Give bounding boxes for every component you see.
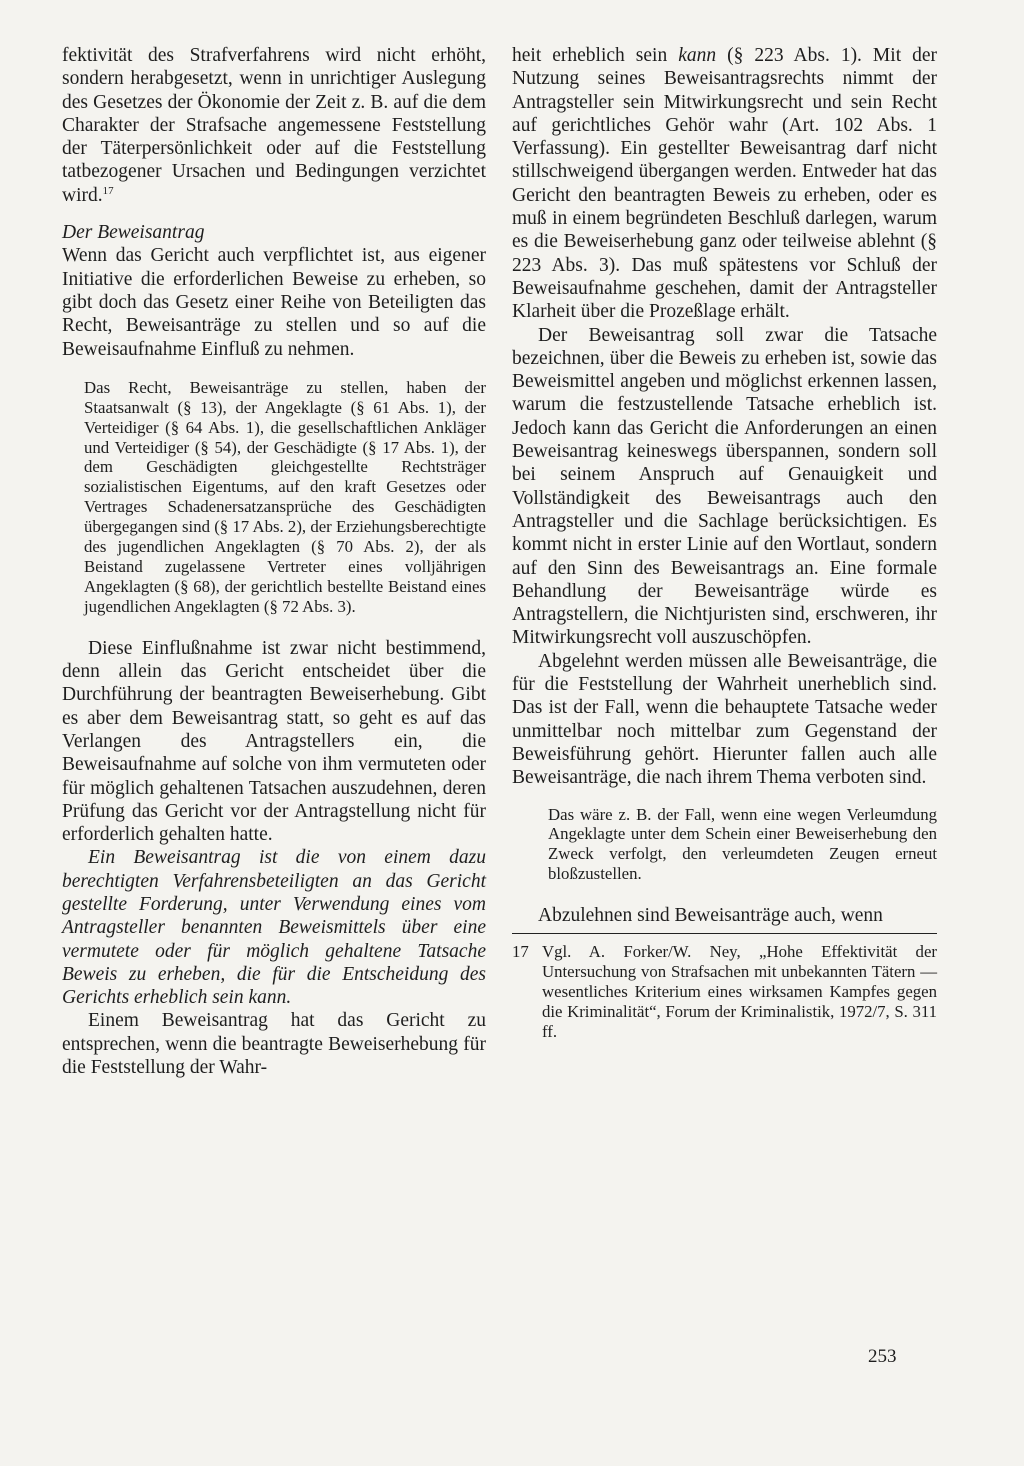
footnote-number: 17 [512, 942, 529, 962]
left-column [62, 44, 486, 1079]
paragraph-continuation [62, 44, 486, 207]
page-number: 253 [868, 1346, 897, 1367]
paragraph-text: heit erheblich sein [512, 45, 668, 66]
paragraph-rejection: Abgelehnt werden müssen alle Beweisanträge, die für die Feststellung der Wahrheit unerheblich sind. Das ist der Fall, wenn die behauptete Tatsache weder unmittelbar noch mittelbar zum Gegenstand der Beweisführung gehört. Hierunter fallen auch alle Beweisanträge, die nach ihrem Thema verboten sind. [512, 650, 937, 789]
paragraph-text: fektivität des Strafverfahrens wird nicht erhöht, sondern herabgesetzt, wenn in unrichtiger Auslegung des Gesetzes der Ökonomie der Zeit z. B. auf die dem Charakter der Strafsache angemessene Feststellung der Täterpersönlichkeit oder auf die Feststellung tatbezogener Ursachen und Bedingungen verzichtet wird. [62, 45, 486, 206]
small-print-paragraph: Das Recht, Beweisanträge zu stellen, haben der Staatsanwalt (§ 13), der Angeklagte (§ 61 Abs. 1), der Verteidiger (§ 64 Abs. 1), die gesellschaftlichen Ankläger und Verteidiger (§ 54), der Geschädigte (§ 17 Abs. 1), der dem Geschädigten gleichgestellte Rechtsträger sozialistischen Eigentums, auf den kraft Gesetzes oder Vertrages Schadenersatzansprüche des Geschädigten übergegangen sind (§ 17 Abs. 2), der Erziehungsberechtigte des jugendlichen Angeklagten (§ 70 Abs. 2), der als Beistand zugelassene Vertreter eines volljährigen Angeklagten (§ 68), der gerichtlich bestellte Beistand eines jugendlichen Angeklagten (§ 72 Abs. 3). [84, 377, 486, 616]
paragraph-continuation-right [512, 44, 937, 324]
paragraph-further-rejection: Abzulehnen sind Beweisanträge auch, wenn [538, 905, 883, 927]
paragraph-intro: Wenn das Gericht auch verpflichtet ist, aus eigener Initiative die erforderlichen Beweise zu erheben, so gibt doch das Gesetz einer Reihe von Beteiligten das Recht, Beweisanträge zu stellen und so auf die Beweisaufnahme Einfluß zu nehmen. [62, 245, 486, 360]
small-print-example: Das wäre z. B. der Fall, wenn eine wegen Verleumdung Angeklagte unter dem Schein einer Beweiserhebung den Zweck verfolgt, den verleumdeten Zeugen erneut bloßzustellen. [548, 804, 937, 884]
paragraph-text: (§ 223 Abs. 1). Mit der Nutzung seines Beweisantragsrechts nimmt der Antragsteller sein Mitwirkungsrecht und sein Recht auf gerichtliches Gehör wahr (Art. 102 Abs. 1 Verfassung). Ein gestellter Beweisantrag darf nicht stillschweigend übergangen werden. Entweder hat das Gericht den beantragten Beweis zu erheben, oder es muß in einem begründeten Beschluß darlegen, warum es die Beweiserhebung ganz oder teilweise ablehnt (§ 223 Abs. 3). Das muß spätestens vor Schluß der Beweisaufnahme geschehen, damit der Antragsteller Klarheit über die Prozeßlage erhält. [512, 45, 938, 323]
footnote [512, 942, 937, 1042]
footnote-divider [512, 933, 937, 934]
emphasis-text: kann [678, 45, 717, 66]
right-column [512, 44, 937, 1042]
paragraph-obligation: Einem Beweisantrag hat das Gericht zu entsprechen, wenn die beantragte Beweiserhebung für die Feststellung der Wahr- [62, 1010, 486, 1079]
paragraph-influence: Diese Einflußnahme ist zwar nicht bestimmend, denn allein das Gericht entscheidet über die Durchführung der beantragten Beweiserhebung. Gibt es aber dem Beweisantrag statt, so geht es auf das Verlangen des Antragstellers ein, die Beweisaufnahme auf solche von ihm vermuteten oder für möglich gehaltenen Tatsachen auszudehnen, deren Prüfung das Gericht vor der Antragstellung nicht für erforderlich gehalten hatte. [62, 637, 486, 846]
footnote-text: Vgl. A. Forker/W. Ney, „Hohe Effektivität der Untersuchung von Strafsachen mit unbekannten Tätern — wesentliches Kriterium eines wirksamen Kampfes gegen die Kriminalität“, Forum der Kriminalistik, 1972/7, S. 311 ff. [542, 942, 937, 1042]
section-heading: Der Beweisantrag [62, 222, 205, 244]
footnote-reference: 17 [102, 184, 114, 197]
definition-paragraph: Ein Beweisantrag ist die von einem dazu berechtigten Verfahrensbeteiligten an das Gericht gestellte Forderung, unter Verwendung eines vom Antragsteller benannten Beweismittels über eine vermutete oder für möglich gehaltene Tatsache Beweis zu erheben, die für die Entscheidung des Gerichts erheblich sein kann. [62, 847, 486, 1009]
paragraph-requirements: Der Beweisantrag soll zwar die Tatsache bezeichnen, über die Beweis zu erheben ist, sowie das Beweismittel angeben und möglichst erkennen lassen, warum die festzustellende Tatsache erheblich ist. Jedoch kann das Gericht die Anforderungen an einen Beweisantrag keineswegs überspannen, sondern soll bei seinem Anspruch auf Genauigkeit und Vollständigkeit des Beweisantrags auch den Antragsteller und die Sachlage berücksichtigen. Es kommt nicht in erster Linie auf den Wortlaut, sondern auf den Sinn des Beweisantrags an. Eine formale Behandlung der Beweisanträge würde es Antragstellern, die Nichtjuristen sind, erschweren, ihr Mitwirkungsrecht voll auszuschöpfen. [512, 324, 937, 649]
